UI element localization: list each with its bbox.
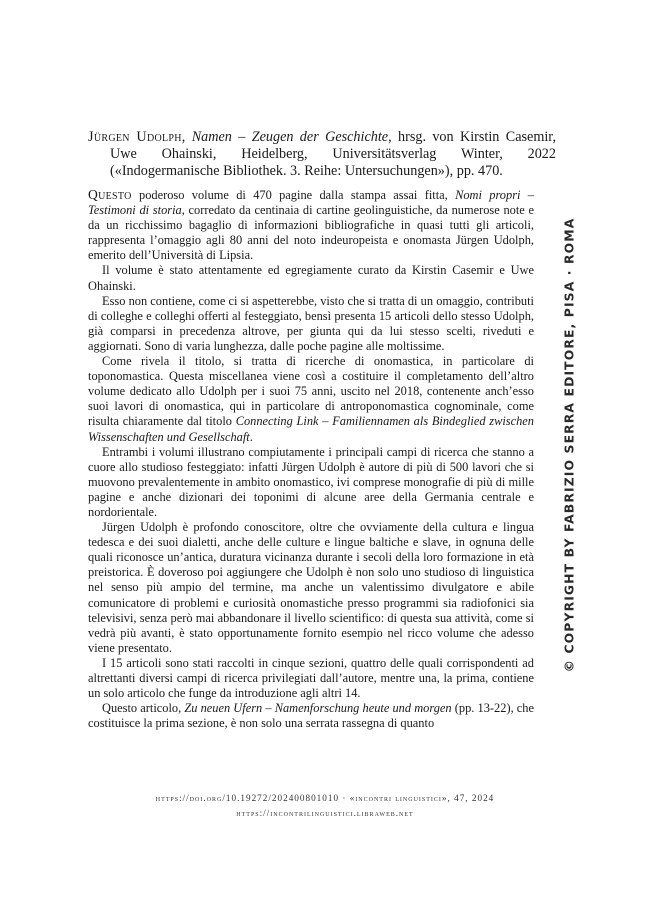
paragraph-4-text-a: Come rivela il titolo, si tratta di ricerche di onomastica, in particolare di toponomastica. Questa miscellanea viene così a costituire il completamento dell’altro volume dedicato allo Udolph per i suoi 75 anni, uscito nel 2018, contenente anch’esso suoi lavori di onomastica, qui in particolare di antroponomastica cognominale, come risulta chiaramente dal titolo — [88, 354, 534, 429]
doi-footer[interactable]: https://doi.org/10.19272/202400801010 · «incontri linguistici», 47, 2024 — [155, 793, 495, 803]
paragraph-3: Esso non contiene, come ci si aspetterebbe, visto che si tratta di un omaggio, contributi di colleghe e colleghi offerti al festeggiato, bensì presenta 15 articoli dello stesso Udolph, già comparsi in precedenza altrove, per giunta qui da lui stesso scelti, riveduti e aggiornati. Sono di varia lunghezza, dalle poche pagine alle moltissime. — [88, 293, 534, 353]
paragraph-1 — [88, 187, 534, 263]
italian-title: Nomi propri – Testimoni di storia — [88, 188, 534, 218]
copyright-notice — [554, 210, 584, 680]
paragraph-1-text-b: , corredato da centinaia di cartine geolinguistiche, da numerose note e da un ricchissimo bagaglio di informazioni bibliografiche in quasi tutti gli articoli, rappresenta l’omaggio agli 80 anni del noto indeuropeista e onomasta Jürgen Udolph, emerito dell’Università di Lipsia. — [88, 203, 535, 263]
paragraph-1-text-a: poderoso volume di 470 pagine dalla stampa assai fitta, — [131, 188, 456, 202]
review-body — [88, 187, 534, 731]
paragraph-4-text-b: . — [249, 429, 253, 444]
paragraph-2: Il volume è stato attentamente ed egregiamente curato da Kirstin Casemir e Uwe Ohainski. — [88, 263, 534, 293]
copyright-text: © COPYRIGHT BY FABRIZIO SERRA EDITORE, PISA · ROMA — [561, 217, 577, 673]
paragraph-7: I 15 articoli sono stati raccolti in cinque sezioni, quattro delle quali corrispondenti ad altrettanti diversi campi di ricerca privilegiati dall’autore, mentre una, la prima, contiene un solo articolo che funge da introduzione agli altri 14. — [88, 655, 534, 701]
paragraph-8-text-a: Questo articolo, — [102, 701, 185, 716]
paragraph-8-text-b: (pp. 13-22), che costituisce la prima sezione, è non solo una serrata rassegna di quanto — [88, 701, 535, 731]
paragraph-4 — [88, 354, 534, 445]
review-heading — [88, 129, 556, 180]
heading-separator: , — [181, 129, 192, 145]
paragraph-6: Jürgen Udolph è profondo conoscitore, oltre che ovviamente della cultura e lingua tedesca e dei suoi dialetti, anche delle culture e lingue baltiche e slave, in ognuna delle quali riconosce un’antica, duratura vicinanza durante i secoli della loro formazione in età preistorica. È doveroso poi aggiungere che Udolph è non solo uno studioso di linguistica nel senso più ampio del termine, ma anche un valentissimo divulgatore e abile comunicatore di problemi e curiosità onomastiche presso programmi sia radiofonici sia televisivi, senza però mai abbandonare il livello scientifico: di questa sua attività, come si vedrà più avanti, è stato opportunamente fornito esempio nel ricco volume che adesso viene presentato. — [88, 520, 534, 655]
paragraph-5: Entrambi i volumi illustrano compiutamente i principali campi di ricerca che stanno a cuore allo studioso festeggiato: infatti Jürgen Udolph è autore di più di 500 lavori che si muovono prevalentemente in ambito onomastico, ivi comprese monografie di più di mille pagine e anche dizionari dei toponimi di alcune aree della Germania centrale e nordorientale. — [88, 444, 534, 519]
reviewed-book-title: Namen – Zeugen der Geschichte — [191, 129, 389, 145]
opening-word: Questo — [88, 187, 132, 202]
article-title: Zu neuen Ufern – Namenforschung heute und morgen — [184, 701, 452, 716]
paragraph-8 — [88, 701, 534, 731]
bibliographic-details: , hrsg. von Kirstin Casemir, Uwe Ohainski, Heidelberg, Universitätsverlag Winter, 2022 («Indogermanische Bibliothek. 3. Reihe: Untersuchungen»), pp. 470. — [110, 129, 556, 179]
connecting-link-title: Connecting Link – Familiennamen als Bindeglied zwischen Wissenschaften und Gesellschaft — [88, 414, 534, 444]
reviewed-author: Jürgen Udolph — [88, 129, 182, 145]
journal-url-footer[interactable]: https://incontrilinguistici.libraweb.net — [236, 808, 414, 818]
